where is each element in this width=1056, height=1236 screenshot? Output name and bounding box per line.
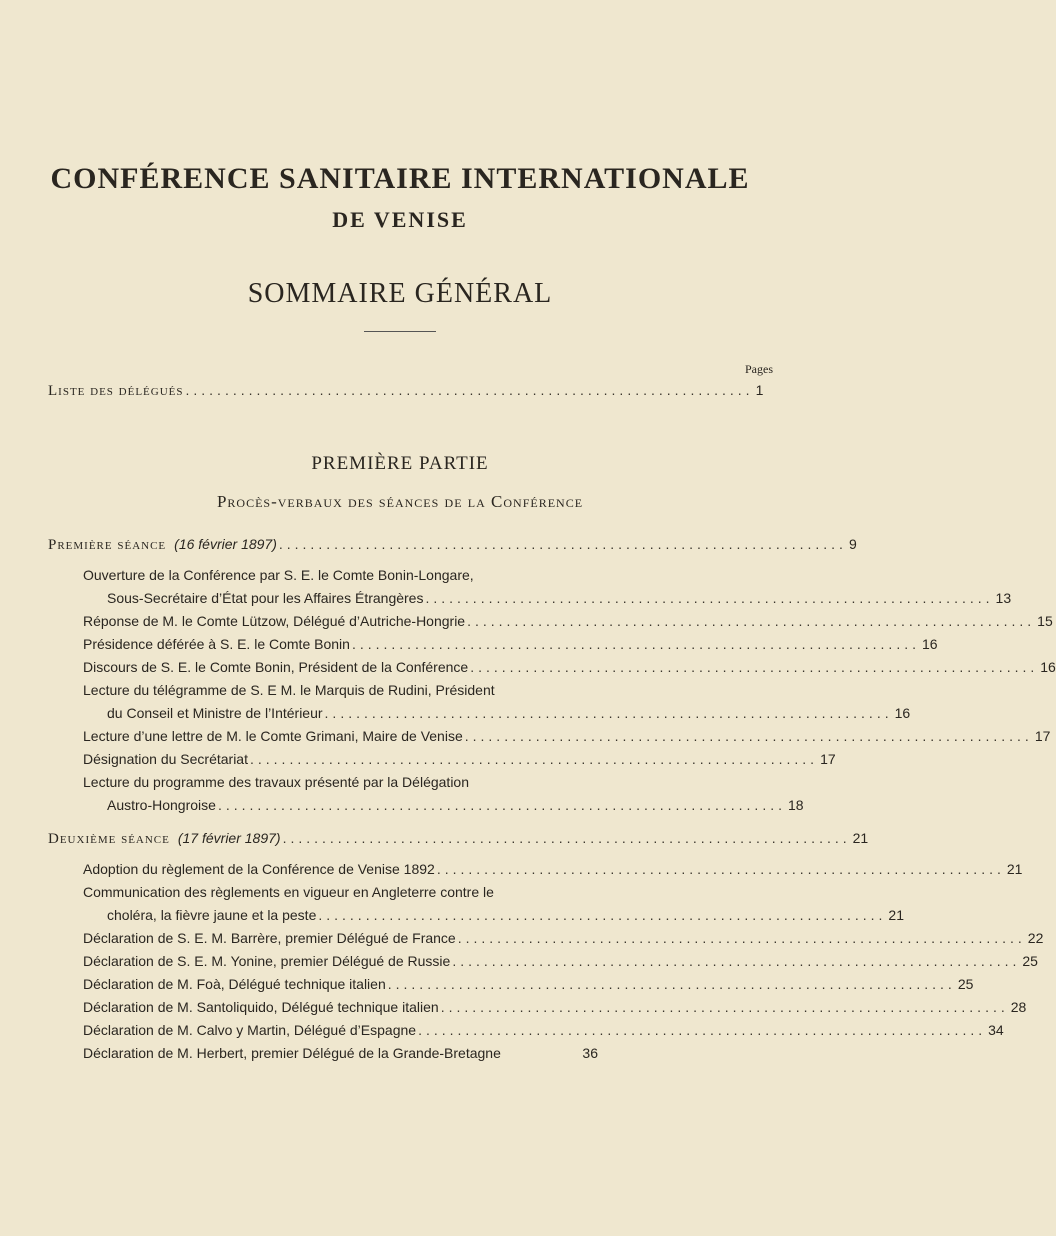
toc-seance-2 (48, 830, 869, 848)
toc-entry: Déclaration de S. E. M. Yonine, premier Délégué de Russie ........................................................................ 25 (83, 953, 1038, 969)
leader-dots: ........................................................................ (185, 382, 754, 398)
sommaire-heading: SOMMAIRE GÉNÉRAL (247, 278, 553, 309)
conference-title: CONFÉRENCE SANITAIRE INTERNATIONALE (50, 162, 750, 195)
toc-entry: Déclaration de M. Herbert, premier Délégué de la Grande-Bretagne 36 (83, 1045, 598, 1061)
seance-label: Première séance (48, 537, 167, 553)
divider (364, 331, 436, 332)
leader-dots: ........................................................................ (282, 830, 851, 846)
toc-entry: Sous-Secrétaire d’État pour les Affaires Étrangères ........................................................................ 13 (107, 590, 1012, 606)
entry-line: Lecture du télégramme de S. E M. le Marquis de Rudini, Président (83, 682, 495, 698)
seance-page: 9 (848, 536, 857, 552)
pages-column-label: Pages (745, 362, 773, 376)
toc-entry-liste (48, 382, 764, 400)
seance-page: 21 (852, 830, 869, 846)
part-subtitle: Procès-verbaux des séances de la Conférence (216, 492, 584, 511)
toc-entry: Déclaration de M. Foà, Délégué technique italien ........................................................................ 25 (83, 976, 974, 992)
toc-entry: Déclaration de S. E. M. Barrère, premier Délégué de France ........................................................................ 22 (83, 930, 1044, 946)
toc-entry: Discours de S. E. le Comte Bonin, Président de la Conférence ........................................................................ 16 (83, 659, 1056, 675)
entry-line: Lecture du programme des travaux présenté par la Délégation (83, 774, 469, 790)
toc-entry: Déclaration de M. Santoliquido, Délégué technique italien ........................................................................ 28 (83, 999, 1027, 1015)
toc-seance-1 (48, 536, 857, 554)
conference-subtitle: DE VENISE (332, 207, 468, 232)
toc-entry: Présidence déférée à S. E. le Comte Bonin ........................................................................ 16 (83, 636, 938, 652)
seance-label: Deuxième séance (48, 831, 170, 847)
part-title: PREMIÈRE PARTIE (311, 453, 489, 474)
toc-entry: Adoption du règlement de la Conférence de Venise 1892 ........................................................................ 21 (83, 861, 1023, 877)
toc-entry: du Conseil et Ministre de l’Intérieur ........................................................................ 16 (107, 705, 911, 721)
toc-entry-label: Liste des délégués (48, 383, 184, 399)
seance-date: (17 février 1897) (177, 830, 281, 846)
toc-entry: Lecture d’une lettre de M. le Comte Grimani, Maire de Venise ........................................................................ 17 (83, 728, 1051, 744)
entry-line: Communication des règlements en vigueur en Angleterre contre le (83, 884, 494, 900)
leader-dots: ........................................................................ (278, 536, 847, 552)
toc-entry: Désignation du Secrétariat ........................................................................ 17 (83, 751, 836, 767)
entry-line: Ouverture de la Conférence par S. E. le Comte Bonin-Longare, (83, 567, 474, 583)
toc-entry: Austro-Hongroise ........................................................................ 18 (107, 797, 804, 813)
seance-date: (16 février 1897) (174, 536, 277, 552)
toc-entry: Déclaration de M. Calvo y Martin, Délégué d’Espagne ........................................................................ 34 (83, 1022, 1004, 1038)
toc-entry: Réponse de M. le Comte Lützow, Délégué d’Autriche-Hongrie ........................................................................ 15 (83, 613, 1053, 629)
toc-entry: choléra, la fièvre jaune et la peste ........................................................................ 21 (107, 907, 904, 923)
toc-entry-page: 1 (755, 382, 764, 398)
